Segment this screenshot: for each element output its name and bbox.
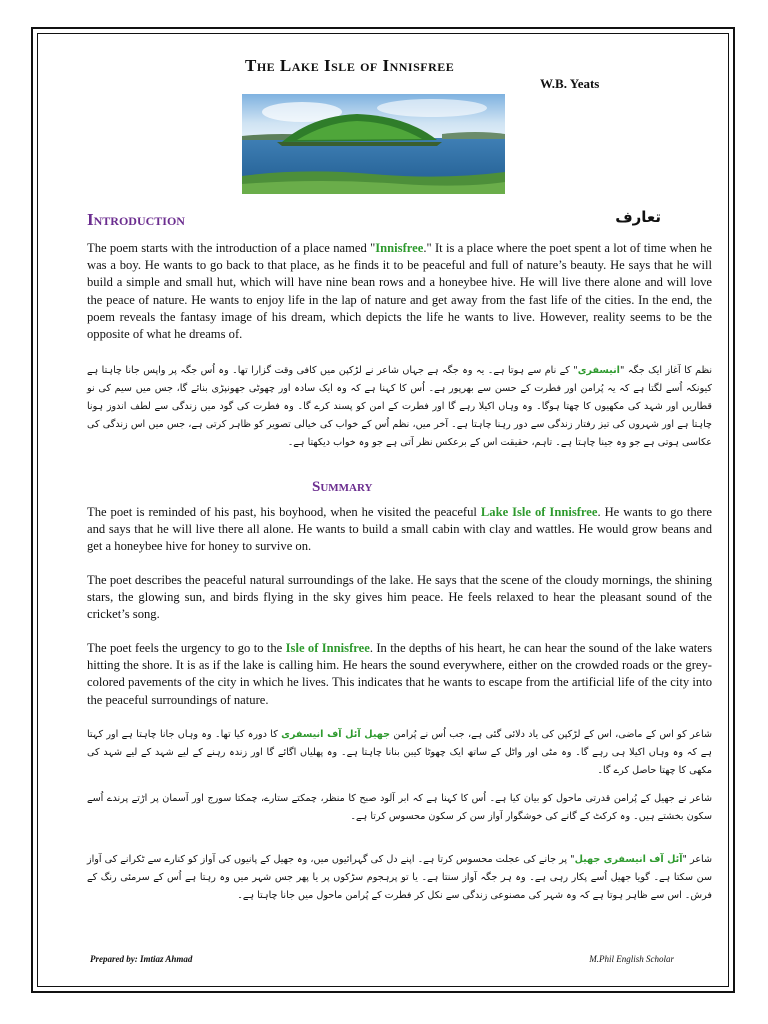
place-name: Innisfree xyxy=(375,241,424,255)
summary-urdu-paragraph-2: شاعر نے جھیل کے پُرامن قدرتی ماحول کو بیان کیا ہے۔ اُس کا کہنا ہے کہ ابر آلود صبح کا منظر، چمکتے ستارے، چمکتا سورج اور آسمان پر اڑتے پرندے اُسے سکون بخشتے ہیں۔ وہ کرکٹ کے گانے کی خوشگوار آواز سن کر سکون محسوس کرتا ہے۔ xyxy=(87,793,712,822)
poem-author: W.B. Yeats xyxy=(540,76,600,91)
document-page xyxy=(40,36,726,984)
summary-paragraph-2: The poet describes the peaceful natural surroundings of the lake. He says that the scene of the cloudy mornings, the shining stars, the glowing sun, and birds flying in the sky gives him peace. He feels relaxed to hear the pleasant sound of the cricket’s song. xyxy=(87,573,712,622)
lake-island-photo xyxy=(242,94,505,194)
summary-urdu-paragraph-3: شاعر "آئل آف انیسفری جھیل" پر جانے کی عجلت محسوس کرتا ہے۔ اپنے دل کی گہرائیوں میں، وہ جھیل کے پانیوں کی آواز کو کنارے سے ٹکرانے کی آواز سن سکتا ہے۔ گویا جھیل اُسے پکار رہی ہے۔ وہ ہر جگہ آواز سنتا ہے۔ یا تو پرہجوم سڑکوں پر یا پھر جس شہر میں وہ رہتا ہے اُس کے سرمئی رنگ کے فرش۔ اس سے ظاہر ہوتا ہے کہ وہ شہر کی مصنوعی زندگی سے نکل کر فطرت کے پُرامن ماحول میں جانا چاہتا ہے۔ xyxy=(87,854,712,901)
place-name: Lake Isle of Innisfree xyxy=(480,505,598,519)
urdu-place-name: آئل آف انیسفری جھیل xyxy=(574,854,683,865)
summary-heading: Summary xyxy=(312,479,373,495)
footer-prepared-by: Prepared by: Imtiaz Ahmad xyxy=(90,954,193,964)
urdu-place-name: جھیل آئل آف انیسفری xyxy=(281,729,391,740)
footer-credential: M.Phil English Scholar xyxy=(589,954,674,964)
urdu-place-name: انیسفری xyxy=(577,365,620,376)
poem-title: The Lake Isle of Innisfree xyxy=(245,56,455,75)
introduction-urdu-paragraph: نظم کا آغاز ایک جگہ "انیسفری" کے نام سے ہوتا ہے۔ یہ وہ جگہ ہے جہاں شاعر نے لڑکپن میں کافی وقت گزارا تھا۔ وہ اُس جگہ پر واپس جانا چاہتا ہے کیونکہ اُسے لگتا ہے کہ یہ پُرامن اور فطرت کے حسن سے بھرپور ہے۔ اُس کا کہنا ہے کہ وہ ایک سادہ اور چھوٹی جھونپڑی بنائے گا، جس میں سیم کی نو قطاریں اور شہد کی مکھیوں کا چھتا ہوگا۔ وہ وہاں اکیلا رہے گا اور فطرت کے امن کو پسند کرے گا۔ وہ فطرت کی گود میں زندگی سے لطف اندوز ہونا چاہتا ہے اور شہروں کی تیز رفتار زندگی سے دور رہنا چاہتا ہے۔ آخر میں، نظم اُس کے خواب کی خیالی تصویر کو ظاہر کرتی ہے، جس میں اس زندگی کی عکاسی ہوتی ہے جو وہ جینا چاہتا ہے۔ تاہم، حقیقت اس کے برعکس نظر آتی ہے جو وہ خواب دیکھتا ہے۔ xyxy=(87,365,712,448)
introduction-heading: Introduction xyxy=(87,210,185,229)
summary-urdu-paragraph-1: شاعر کو اس کے ماضی، اس کے لڑکپن کی یاد دلائی گئی ہے، جب اُس نے پُرامن جھیل آئل آف انیسفری کا دورہ کیا تھا۔ وہ وہاں جانا چاہتا ہے اور کہتا ہے کہ وہ وہاں اکیلا ہی رہے گا۔ وہ مٹی اور واٹل کے ساتھ ایک چھوٹا کیبن بنانا چاہتا ہے۔ وہ پھلیاں اگائے گا اور زندہ رہنے کے لیے شہد کے لیے شہد کی مکھی کا چھتا حاصل کرے گا۔ xyxy=(87,729,712,776)
introduction-paragraph: The poem starts with the introduction of a place named "Innisfree." It is a place where the poet spent a lot of time when he was a boy. He wants to go back to that place, as he finds it to be peaceful and full of nature’s beauty. He says that he will build a simple and small hut, which will have nine bean rows and a honeybee hive. He will live there alone and will love the peace of nature. He wants to enjoy life in the lap of nature and get away from the fast life of the cities. In the end, the poem reveals the fantasy image of his dream, which depicts the life he wants to live. However, reality seems to be the opposite of what he dreams of. xyxy=(87,241,712,342)
summary-paragraph-1: The poet is reminded of his past, his boyhood, when he visited the peaceful Lake Isle of Innisfree. He wants to go there and says that he will live there all alone. He wants to build a small cabin with clay and wattles. He would grow beans and get a honeybee hive for honey to survive on. xyxy=(87,505,713,554)
summary-paragraph-3: The poet feels the urgency to go to the Isle of Innisfree. In the depths of his heart, he can hear the sound of the lake waters hitting the shore. It is as if the lake is calling him. He hears the sound everywhere, either on the crowded roads or the grey-colored pavements of the city in which he lives. This indicates that he wants to escape from the artificial life of the city into the peaceful surroundings of nature. xyxy=(87,641,712,707)
place-name: Isle of Innisfree xyxy=(285,641,370,655)
introduction-urdu-heading: تعارف xyxy=(615,208,661,226)
